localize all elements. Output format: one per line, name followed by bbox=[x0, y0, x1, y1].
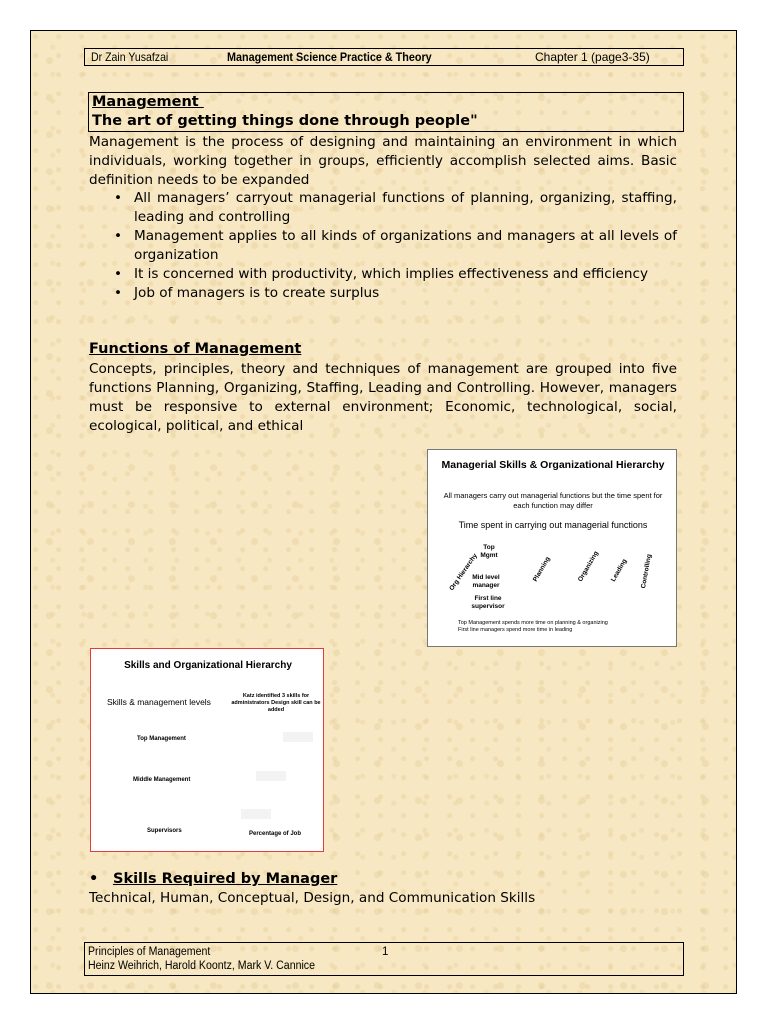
managerial-skills-slide bbox=[427, 449, 677, 647]
supervisors-label: Supervisors bbox=[147, 828, 182, 834]
management-intro: Management is the process of designing and maintaining an environment in which individuals, working together in groups, efficiently accomplish selected aims. Basic definition needs to be expanded bbox=[89, 134, 677, 188]
mid-level-label: Mid level manager bbox=[472, 574, 500, 589]
functions-heading: Functions of Management bbox=[89, 341, 302, 357]
header-author: Dr Zain Yusafzai bbox=[91, 50, 169, 64]
footer-authors: Heinz Weihrich, Harold Koontz, Mark V. Cannice bbox=[88, 960, 315, 972]
bullet-item: • Management applies to all kinds of organizations and managers at all levels of organization bbox=[89, 227, 677, 265]
function-label: Organizing bbox=[576, 550, 600, 583]
top-mgmt-label: Top Mgmt bbox=[480, 544, 498, 559]
bullet-item: • All managers’ carryout managerial functions of planning, organizing, staffing, leading and controlling bbox=[89, 189, 677, 227]
faded-graphic bbox=[241, 809, 271, 819]
bullet-icon: • bbox=[89, 871, 99, 887]
header-title: Management Science Practice & Theory bbox=[227, 50, 432, 64]
management-tagline: The art of getting things done through people" bbox=[92, 113, 478, 129]
bullet-item: • Job of managers is to create surplus bbox=[89, 284, 677, 303]
skills-text: Technical, Human, Conceptual, Design, and Communication Skills bbox=[89, 890, 536, 906]
management-title-box bbox=[88, 92, 684, 132]
slide-title: Managerial Skills & Organizational Hierarchy bbox=[441, 459, 665, 471]
middle-management-label: Middle Management bbox=[133, 777, 191, 783]
org-hierarchy-label: Org Hierarchy bbox=[448, 552, 479, 592]
function-label: Controlling bbox=[640, 553, 654, 589]
skills-levels-label: Skills & management levels bbox=[107, 697, 211, 707]
function-label: Leading bbox=[609, 557, 629, 583]
percentage-label: Percentage of Job bbox=[249, 831, 302, 837]
slide-subtitle: All managers carry out managerial functions but the time spent for each function may differ bbox=[443, 491, 663, 510]
page-header bbox=[84, 48, 684, 66]
katz-note: Katz identified 3 skills for administrators Design skill can be added bbox=[231, 693, 321, 713]
bullet-item: • It is concerned with productivity, which implies effectiveness and efficiency bbox=[89, 265, 677, 284]
footer-book: Principles of Management bbox=[88, 946, 211, 958]
top-management-label: Top Management bbox=[137, 736, 186, 742]
skills-hierarchy-slide bbox=[90, 648, 324, 852]
faded-graphic bbox=[283, 732, 313, 742]
management-bullet-list bbox=[89, 189, 677, 303]
management-heading: Management bbox=[92, 94, 204, 110]
faded-graphic bbox=[256, 771, 286, 781]
slide-title: Skills and Organizational Hierarchy bbox=[124, 660, 292, 671]
skills-heading-row bbox=[89, 871, 337, 887]
slide-note: First line managers spend more time in leading bbox=[458, 627, 573, 633]
slide-note: Top Management spends more time on planning & organizing bbox=[458, 620, 608, 626]
functions-paragraph: Concepts, principles, theory and techniques of management are grouped into five functions Planning, Organizing, Staffing, Leading and Controlling. However, managers must be responsive to external environment; Economic, technological, social, ecological, political, and ethical bbox=[89, 361, 677, 434]
first-line-label: First line supervisor bbox=[471, 595, 505, 610]
header-chapter: Chapter 1 (page3-35) bbox=[535, 50, 650, 64]
page-footer bbox=[84, 942, 684, 976]
function-label: Planning bbox=[531, 555, 552, 583]
slide-notes bbox=[458, 620, 608, 634]
slide-time-label: Time spent in carrying out managerial functions bbox=[458, 520, 648, 530]
skills-heading: Skills Required by Manager bbox=[113, 871, 338, 887]
footer-page-number: 1 bbox=[382, 946, 389, 958]
